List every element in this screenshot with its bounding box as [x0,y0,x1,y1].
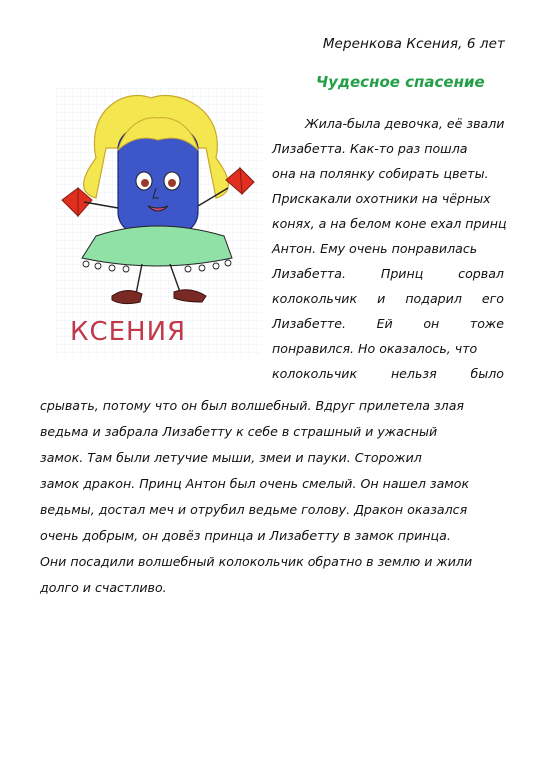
story-line: ведьмы, достал меч и отрубил ведьме голову. Дракон оказался [40,502,468,517]
drawing-signature: КСЕНИЯ [70,317,187,347]
story-line: замок. Там были летучие мыши, змеи и пауки. Сторожил [40,450,422,465]
story-line: Жила-была девочка, её звали [305,116,505,131]
story-line: долго и счастливо. [40,580,167,595]
story-word: подарил [405,291,462,306]
story-word: он [423,316,440,331]
author-line: Меренкова Ксения, 6 лет [322,36,505,52]
story-line-justified [272,291,504,307]
story-word: тоже [469,316,504,331]
story-word: было [470,366,504,381]
story-line: Лизабетта. Как-то раз пошла [272,141,468,156]
story-line: Антон. Ему очень понравилась [272,241,478,256]
story-word: и [377,291,386,306]
story-word: Принц [380,266,424,281]
story-word: Ей [376,316,393,331]
story-line: Прискакали охотники на чёрных [272,191,491,206]
story-line: конях, а на белом коне ехал принц [272,216,507,231]
story-word: колокольчик [272,366,358,381]
story-line: понравился. Но оказалось, что [272,341,478,356]
story-line: она на полянку собирать цветы. [272,166,489,181]
story-line-justified [272,316,504,332]
story-line: Они посадили волшебный колокольчик обратно в землю и жили [40,554,473,569]
story-line-justified [272,366,504,382]
story-title: Чудесное спасение [316,73,485,91]
story-line: ведьма и забрала Лизабетту к себе в страшный и ужасный [40,424,438,439]
story-line-justified [272,266,504,282]
story-word: Лизабетте. [272,316,347,331]
story-word: колокольчик [272,291,358,306]
story-line: замок дракон. Принц Антон был очень смелый. Он нашел замок [40,476,470,491]
story-line: срывать, потому что он был волшебный. Вдруг прилетела злая [40,398,464,413]
story-word: его [481,291,504,306]
story-word: сорвал [458,266,504,281]
child-drawing-illustration [56,88,262,356]
story-line: очень добрым, он довёз принца и Лизабетту в замок принца. [40,528,451,543]
story-word: Лизабетта. [272,266,346,281]
story-word: нельзя [390,366,437,381]
